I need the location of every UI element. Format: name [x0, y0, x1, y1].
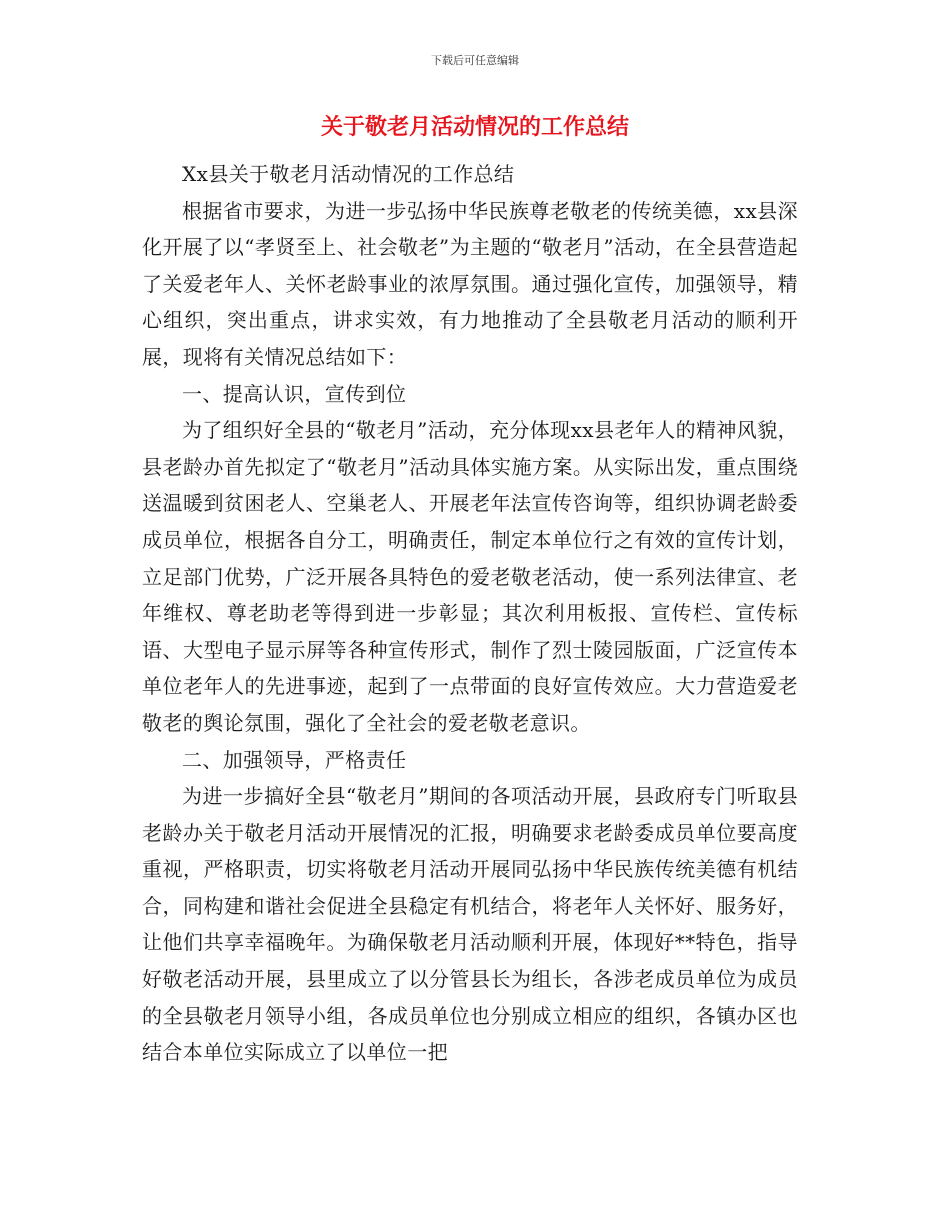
header-note: 下载后可任意编辑 — [431, 54, 519, 67]
document-body — [142, 156, 798, 1071]
paragraph-intro: 根据省市要求，为进一步弘扬中华民族尊老敬老的传统美德，xx县深化开展了以“孝贤至上、社会敬老”为主题的“敬老月”活动，在全县营造起了关爱老年人、关怀老龄事业的浓厚氛围。通过强化宣传，加强领导，精心组织，突出重点，讲求实效，有力地推动了全县敬老月活动的顺利开展，现将有关情况总结如下： — [142, 198, 798, 369]
paragraph-subtitle: Xx县关于敬老月活动情况的工作总结 — [182, 162, 515, 186]
section-heading-1: 一、提高认识，宣传到位 — [182, 381, 407, 406]
document-title: 关于敬老月活动情况的工作总结 — [320, 115, 629, 140]
section-heading-2: 二、加强领导，严格责任 — [182, 747, 407, 772]
paragraph-section-2: 为进一步搞好全县“敬老月”期间的各项活动开展，县政府专门听取县老龄办关于敬老月活动开展情况的汇报，明确要求老龄委成员单位要高度重视，严格职责，切实将敬老月活动开展同弘扬中华民族传统美德有机结合，同构建和谐社会促进全县稳定有机结合，将老年人关怀好、服务好，让他们共享幸福晚年。为确保敬老月活动顺利开展，体现好**特色，指导好敬老活动开展，县里成立了以分管县长为组长，各涉老成员单位为成员的全县敬老月领导小组，各成员单位也分别成立相应的组织，各镇办区也结合本单位实际成立了以单位一把 — [142, 784, 798, 1065]
paragraph-section-1: 为了组织好全县的“敬老月”活动，充分体现xx县老年人的精神风貌，县老龄办首先拟定了“敬老月”活动具体实施方案。从实际出发，重点围绕送温暖到贫困老人、空巢老人、开展老年法宣传咨询等，组织协调老龄委成员单位，根据各自分工，明确责任，制定本单位行之有效的宣传计划，立足部门优势，广泛开展各具特色的爱老敬老活动，使一系列法律宣、老年维权、尊老助老等得到进一步彰显；其次利用板报、宣传栏、宣传标语、大型电子显示屏等各种宣传形式，制作了烈士陵园版面，广泛宣传本单位老年人的先进事迹，起到了一点带面的良好宣传效应。大力营造爱老敬老的舆论氛围，强化了全社会的爱老敬老意识。 — [142, 418, 798, 735]
